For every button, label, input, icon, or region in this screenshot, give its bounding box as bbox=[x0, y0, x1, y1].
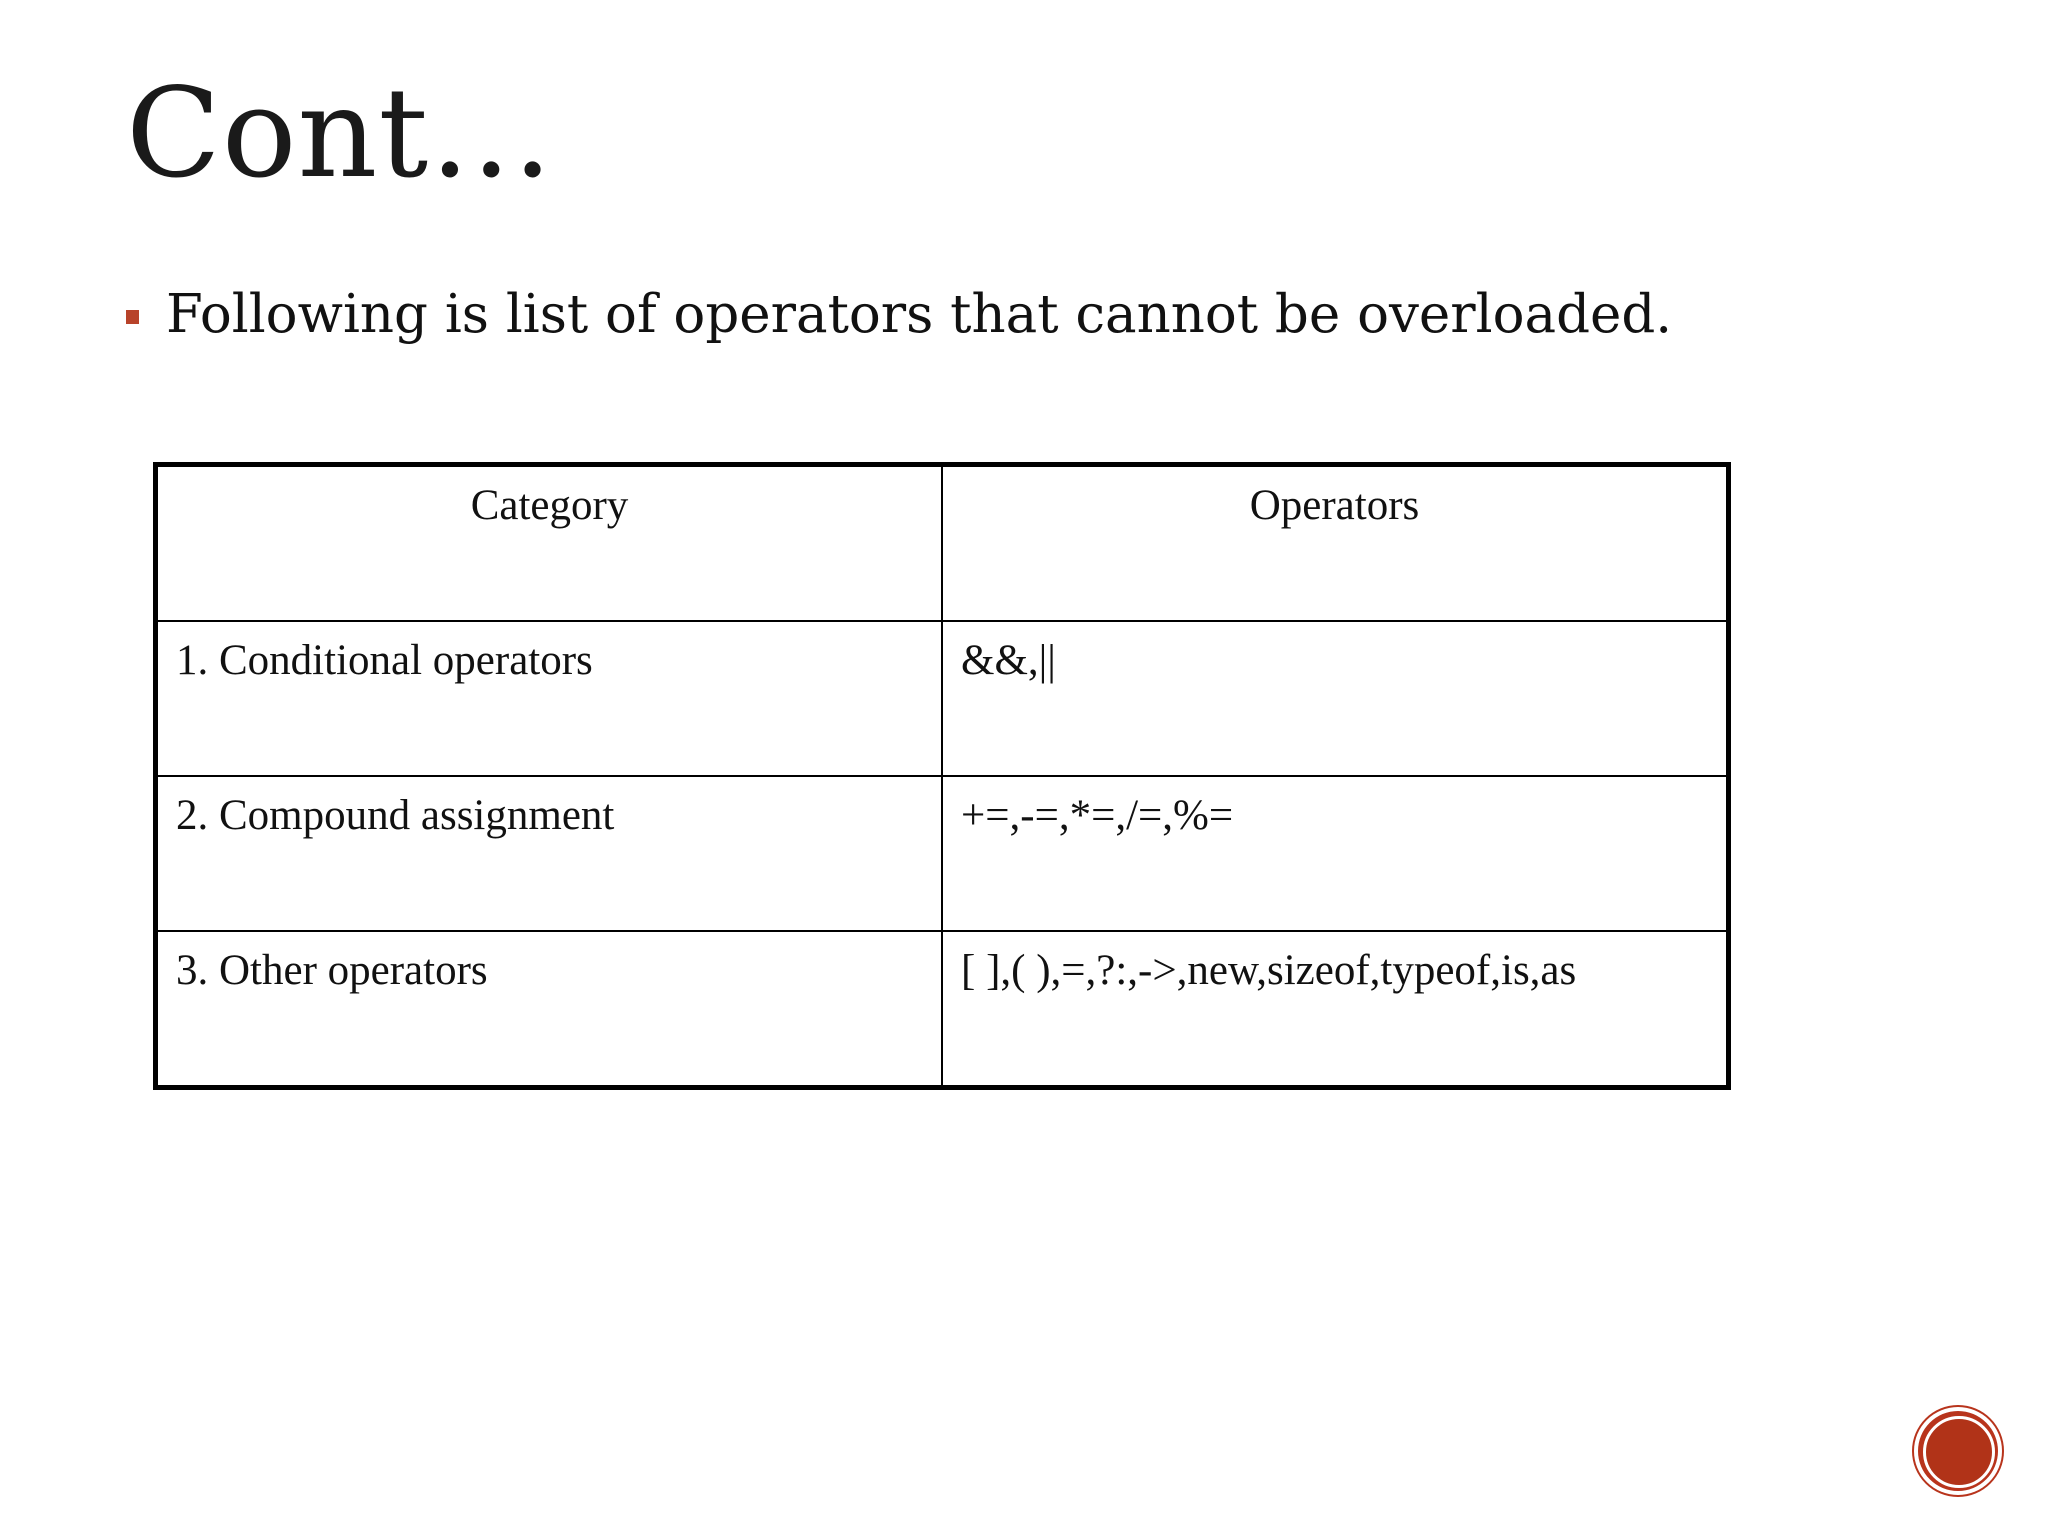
table-header-row bbox=[156, 465, 1729, 622]
square-bullet-icon bbox=[126, 310, 139, 324]
table-row bbox=[156, 621, 1729, 776]
circle-button-icon bbox=[1923, 1416, 1995, 1488]
bullet-text: Following is list of operators that cannot be overloaded. bbox=[166, 284, 1673, 345]
header-category: Category bbox=[156, 465, 943, 622]
category-cell: 3. Other operators bbox=[156, 931, 943, 1088]
operators-cell: [ ],( ),=,?:,->,new,sizeof,typeof,is,as bbox=[942, 931, 1729, 1088]
operators-cell: &&,|| bbox=[942, 621, 1729, 776]
bullet-item bbox=[126, 283, 1672, 347]
table-row bbox=[156, 931, 1729, 1088]
table-row bbox=[156, 776, 1729, 931]
slide-title: Cont… bbox=[126, 62, 555, 206]
category-cell: 1. Conditional operators bbox=[156, 621, 943, 776]
operators-cell: +=,-=,*=,/=,%= bbox=[942, 776, 1729, 931]
operators-table bbox=[153, 462, 1731, 1090]
header-operators: Operators bbox=[942, 465, 1729, 622]
slide-nav-button[interactable] bbox=[1914, 1407, 2002, 1495]
category-cell: 2. Compound assignment bbox=[156, 776, 943, 931]
